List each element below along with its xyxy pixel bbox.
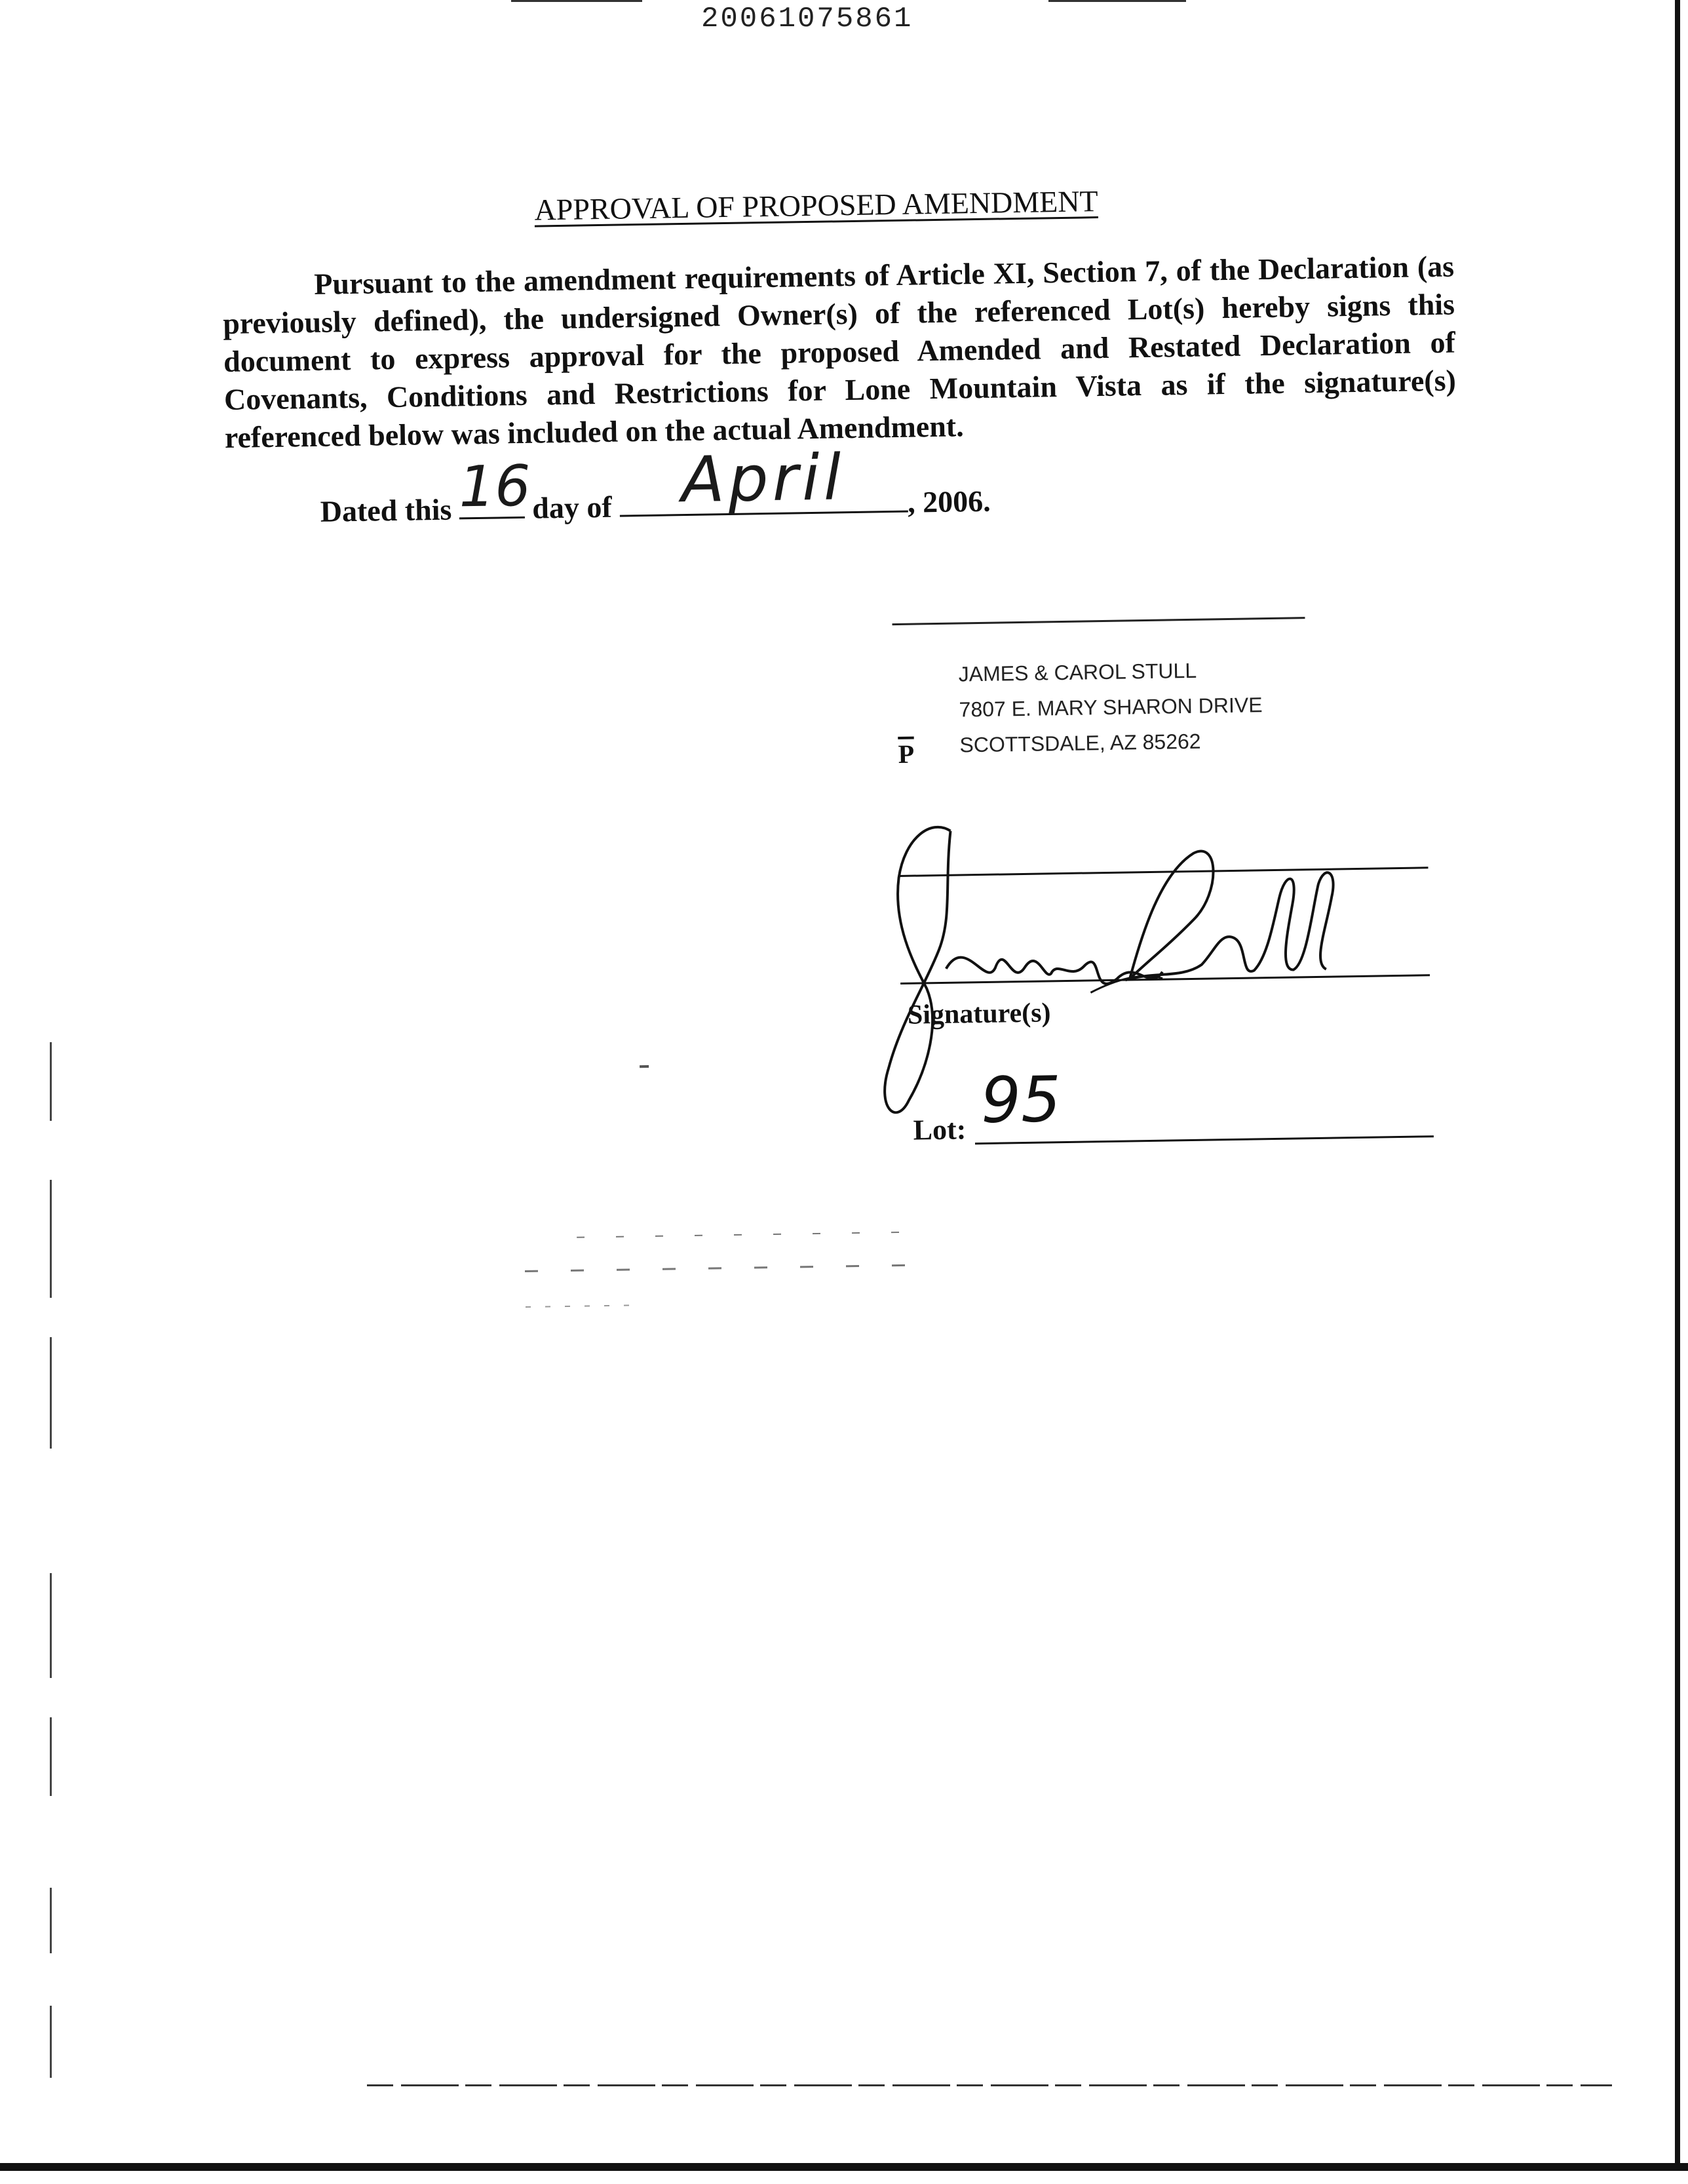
body-paragraph [222, 248, 1457, 457]
left-margin-mark [50, 1337, 52, 1449]
scan-edge-line-left [511, 0, 642, 2]
handwritten-day: 16 [458, 453, 531, 520]
month-blank [619, 440, 908, 517]
left-margin-mark [50, 1573, 52, 1678]
left-margin-mark [50, 1888, 52, 1953]
left-margin-mark [50, 1042, 52, 1121]
page-border-bottom [0, 2163, 1688, 2171]
owner-address-block [958, 652, 1263, 762]
handwritten-month: April [680, 440, 846, 517]
left-margin-mark [50, 2006, 52, 2078]
dated-prefix: Dated this [320, 492, 452, 528]
day-blank [458, 453, 531, 520]
owner-city: SCOTTSDALE, AZ 85262 [959, 729, 1201, 757]
bottom-scan-line [367, 2084, 1612, 2086]
dated-line [320, 440, 991, 529]
handwritten-signature [852, 811, 1354, 1127]
body-text: Pursuant to the amendment requirements of Article XI, Section 7, of the Declaration (as previously defined), the undersigned Owner(s) of the referenced Lot(s) hereby signs this document to express approval for the proposed Amended and Restated Declaration of Covenants, Conditions and Restrictions for Lone Mountain Vista as if the signature(s) referenced below was included on the actual Amendment. [222, 249, 1457, 455]
scan-speck [640, 1065, 649, 1068]
owner-street: 7807 E. MARY SHARON DRIVE [959, 693, 1263, 722]
document-title: APPROVAL OF PROPOSED AMENDMENT [534, 184, 1098, 227]
left-margin-mark [50, 1717, 52, 1796]
p-mark: $\overline{P}$ [898, 739, 915, 769]
lot-label: Lot: [913, 1113, 967, 1146]
owner-name: JAMES & CAROL STULL [958, 658, 1197, 686]
lot-line [975, 1135, 1434, 1144]
scan-speck [526, 1304, 643, 1308]
left-margin-mark [50, 1180, 52, 1298]
dated-mid: day of [531, 490, 613, 525]
scan-speck [577, 1232, 904, 1238]
signature-label: Signature(s) [907, 998, 1051, 1030]
recording-number: 20061075861 [701, 3, 913, 35]
page-border-right [1675, 0, 1680, 2171]
dated-year: , 2006. [907, 484, 991, 519]
top-signature-line [892, 617, 1305, 625]
scan-speck [525, 1264, 918, 1272]
handwritten-lot: 95 [980, 1063, 1062, 1138]
